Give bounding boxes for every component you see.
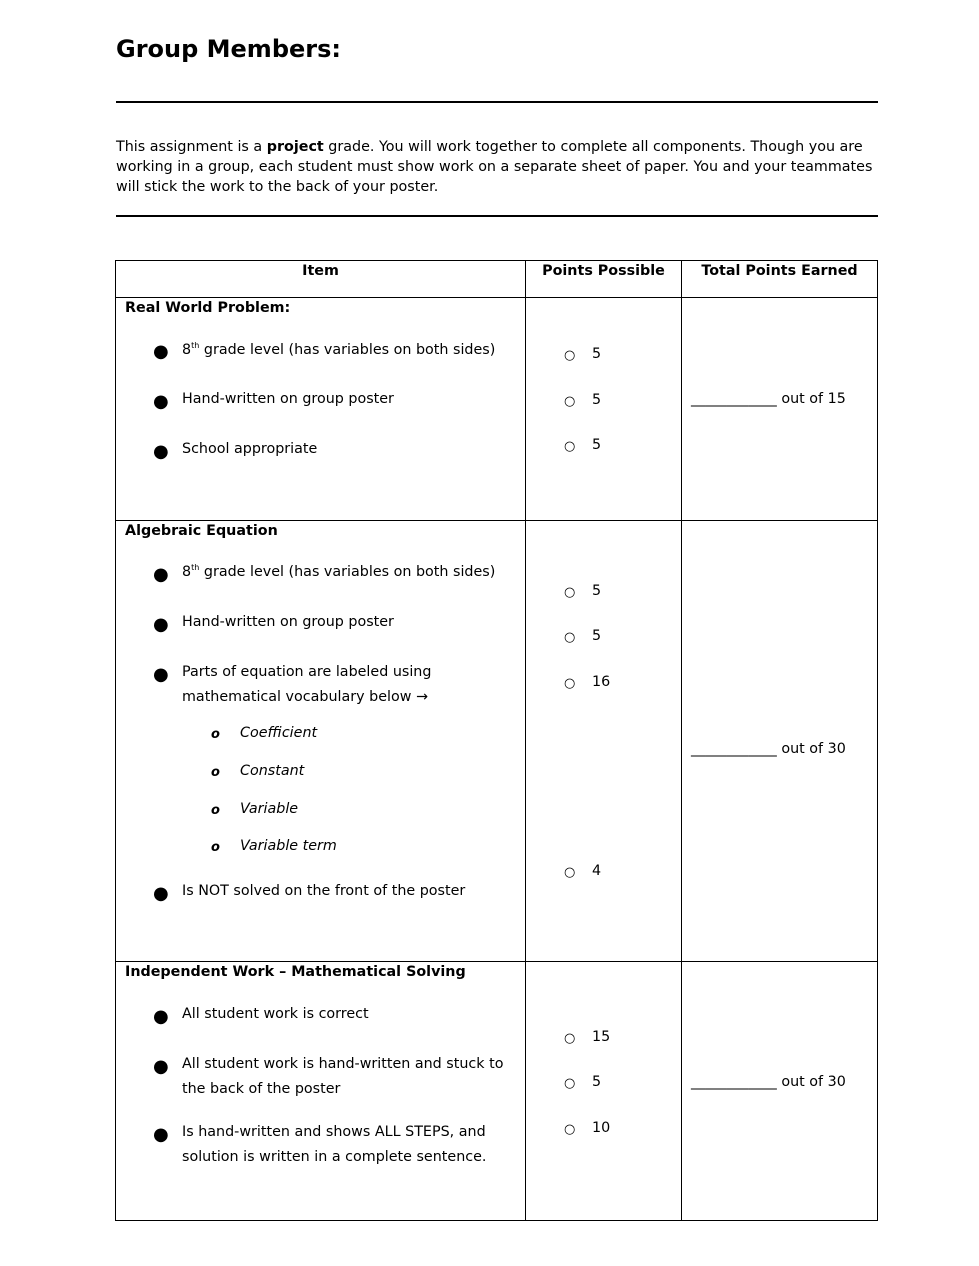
points-value: 5 bbox=[592, 628, 602, 644]
intro-paragraph bbox=[116, 137, 878, 197]
criterion-text: mathematical vocabulary below → bbox=[182, 689, 428, 705]
header-row bbox=[116, 261, 878, 298]
intro-text-end: grade. You will work together to complete all components. Though you are working in a group, each student must show work on a separate sheet of paper. You and your teammates will stick the work to the back of your poster. bbox=[116, 139, 873, 195]
points-cell bbox=[526, 298, 682, 521]
circle-bullet-icon: ○ bbox=[564, 348, 576, 363]
vocab-term: Constant bbox=[240, 763, 305, 779]
criterion-text: Parts of equation are labeled using bbox=[182, 664, 432, 680]
circle-bullet-icon: ○ bbox=[564, 630, 576, 645]
circle-bullet-icon: ○ bbox=[564, 676, 576, 691]
earned-entry: ____________ out of 30 bbox=[691, 741, 846, 757]
circle-bullet-icon: ○ bbox=[564, 1122, 576, 1137]
sub-bullet-icon: o bbox=[211, 803, 220, 818]
rubric-row bbox=[116, 298, 878, 521]
score-blank-line[interactable]: ____________ bbox=[691, 1074, 777, 1090]
earned-cell bbox=[682, 962, 878, 1221]
sub-bullet-icon: o bbox=[211, 727, 220, 742]
intro-text-start: This assignment is a bbox=[116, 139, 267, 155]
earned-entry: ____________ out of 30 bbox=[691, 1074, 846, 1090]
circle-bullet-icon: ○ bbox=[564, 439, 576, 454]
points-value: 4 bbox=[592, 863, 602, 879]
header-item: Item bbox=[116, 261, 526, 298]
section-title: Real World Problem: bbox=[125, 300, 291, 316]
criterion-text: All student work is correct bbox=[182, 1006, 369, 1022]
criterion-text: Is hand-written and shows ALL STEPS, and bbox=[182, 1124, 486, 1140]
section-title: Algebraic Equation bbox=[125, 523, 278, 539]
criterion-text: All student work is hand-written and stuck to bbox=[182, 1056, 504, 1072]
bullet-icon: ● bbox=[153, 391, 169, 412]
criterion-text: 8th grade level (has variables on both sides) bbox=[182, 341, 496, 358]
rubric-row bbox=[116, 962, 878, 1221]
points-cell bbox=[526, 521, 682, 962]
points-value: 5 bbox=[592, 392, 602, 408]
points-value: 5 bbox=[592, 437, 602, 453]
sub-bullet-icon: o bbox=[211, 840, 220, 855]
vocab-term: Variable bbox=[240, 801, 299, 817]
header-total-earned: Total Points Earned bbox=[682, 261, 878, 298]
intro-bold-word: project bbox=[266, 139, 324, 155]
criterion-text: School appropriate bbox=[182, 441, 318, 457]
earned-cell bbox=[682, 298, 878, 521]
circle-bullet-icon: ○ bbox=[564, 585, 576, 600]
score-blank-line[interactable]: ____________ bbox=[691, 741, 777, 757]
points-cell bbox=[526, 962, 682, 1221]
criterion-text: 8th grade level (has variables on both sides) bbox=[182, 563, 496, 580]
points-value: 5 bbox=[592, 583, 602, 599]
circle-bullet-icon: ○ bbox=[564, 1076, 576, 1091]
points-value: 10 bbox=[592, 1120, 611, 1136]
intro-divider bbox=[116, 215, 878, 217]
criterion-text: Hand-written on group poster bbox=[182, 391, 394, 407]
vocab-term: Variable term bbox=[240, 838, 337, 854]
item-cell bbox=[116, 521, 526, 962]
bullet-icon: ● bbox=[153, 564, 169, 585]
name-line-divider bbox=[116, 101, 878, 103]
circle-bullet-icon: ○ bbox=[564, 1031, 576, 1046]
bullet-icon: ● bbox=[153, 1006, 169, 1027]
criterion-text: Is NOT solved on the front of the poster bbox=[182, 883, 466, 899]
bullet-icon: ● bbox=[153, 614, 169, 635]
bullet-icon: ● bbox=[153, 341, 169, 362]
bullet-icon: ● bbox=[153, 1056, 169, 1077]
points-value: 16 bbox=[592, 674, 611, 690]
bullet-icon: ● bbox=[153, 441, 169, 462]
section-title: Independent Work – Mathematical Solving bbox=[125, 964, 466, 980]
points-value: 15 bbox=[592, 1029, 611, 1045]
item-cell bbox=[116, 298, 526, 521]
page-title: Group Members: bbox=[116, 35, 341, 63]
bullet-icon: ● bbox=[153, 664, 169, 685]
earned-entry: ____________ out of 15 bbox=[691, 391, 846, 407]
points-value: 5 bbox=[592, 1074, 602, 1090]
item-cell bbox=[116, 962, 526, 1221]
header-points-possible: Points Possible bbox=[526, 261, 682, 298]
points-value: 5 bbox=[592, 346, 602, 362]
score-blank-line[interactable]: ____________ bbox=[691, 391, 777, 407]
criterion-text: solution is written in a complete sentence. bbox=[182, 1149, 487, 1165]
earned-cell bbox=[682, 521, 878, 962]
criterion-text: the back of the poster bbox=[182, 1081, 341, 1097]
bullet-icon: ● bbox=[153, 883, 169, 904]
rubric-table bbox=[115, 260, 878, 1221]
circle-bullet-icon: ○ bbox=[564, 394, 576, 409]
sub-bullet-icon: o bbox=[211, 765, 220, 780]
criterion-text: Hand-written on group poster bbox=[182, 614, 394, 630]
circle-bullet-icon: ○ bbox=[564, 865, 576, 880]
bullet-icon: ● bbox=[153, 1124, 169, 1145]
vocab-term: Coefficient bbox=[240, 725, 318, 741]
rubric-row bbox=[116, 521, 878, 962]
